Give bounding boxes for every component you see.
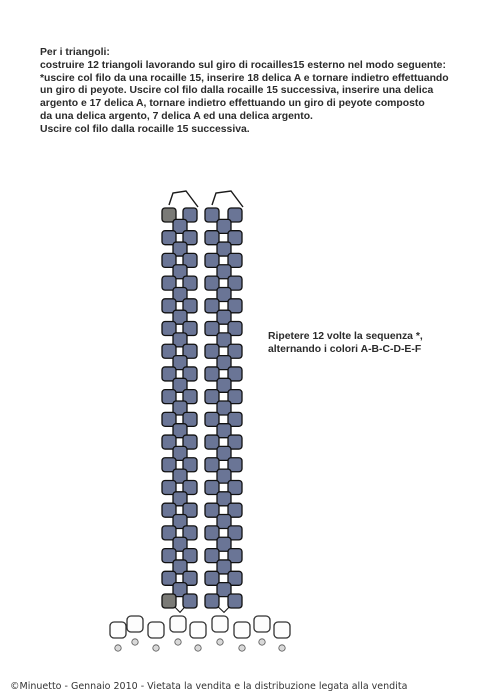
repeat-note-line: alternando i colori A-B-C-D-E-F	[268, 344, 422, 355]
delica-bead	[205, 390, 219, 404]
delica-bead	[205, 412, 219, 426]
delica-bead	[205, 276, 219, 290]
delica-bead	[205, 299, 219, 313]
delica-bead	[205, 435, 219, 449]
delica-bead	[228, 594, 242, 608]
rocaille-bead	[212, 616, 228, 632]
copyright-footer: ©Minuetto - Gennaio 2010 - Vietata la vendita e la distribuzione legata alla vendita	[10, 681, 408, 692]
delica-bead	[205, 571, 219, 585]
rocaille-bead	[234, 622, 250, 638]
instructions-line: *uscire col filo da una rocaille 15, inserire 18 delica A e tornare indietro effettuando	[40, 72, 449, 84]
delica-bead	[205, 322, 219, 336]
instructions-line: da una delica argento, 7 delica A ed una delica argento.	[40, 110, 313, 122]
rocaille-bead	[254, 616, 270, 632]
delica-bead	[205, 344, 219, 358]
repeat-note	[268, 330, 478, 356]
delica-bead	[205, 253, 219, 267]
small-rocaille	[217, 639, 223, 645]
small-rocaille	[259, 639, 265, 645]
delica-bead	[205, 367, 219, 381]
small-rocaille	[195, 645, 201, 651]
small-rocaille	[279, 645, 285, 651]
delica-bead	[205, 594, 219, 608]
repeat-note-line: Ripetere 12 volte la sequenza *,	[268, 331, 423, 342]
rocaille-bead	[274, 622, 290, 638]
small-rocaille	[153, 645, 159, 651]
delica-bead	[205, 231, 219, 245]
instructions-line: un giro di peyote. Uscire col filo dalla rocaille 15 successiva, inserire una delica	[40, 85, 434, 97]
instructions-line: argento e 17 delica A, tornare indietro effettuando un giro di peyote composto	[40, 98, 425, 110]
small-rocaille	[239, 645, 245, 651]
small-rocaille	[175, 639, 181, 645]
delica-bead	[183, 594, 197, 608]
delica-bead	[205, 549, 219, 563]
rocaille-bead	[110, 622, 126, 638]
delica-bead	[205, 526, 219, 540]
instructions-heading: Per i triangoli:	[40, 47, 110, 58]
delica-bead	[162, 594, 176, 608]
delica-bead	[205, 208, 219, 222]
delica-bead	[205, 480, 219, 494]
rocaille-bead	[148, 622, 164, 638]
thread-path	[212, 191, 243, 207]
instructions-line: Uscire col filo dalla rocaille 15 successiva.	[40, 123, 250, 135]
delica-bead	[205, 458, 219, 472]
instructions-line: costruire 12 triangoli lavorando sul giro di rocailles15 esterno nel modo seguente:	[40, 59, 446, 71]
rocaille-bead	[170, 616, 186, 632]
thread-path	[169, 191, 198, 207]
small-rocaille	[115, 645, 121, 651]
delica-bead	[205, 503, 219, 517]
rocaille-bead	[190, 622, 206, 638]
small-rocaille	[132, 639, 138, 645]
rocaille-bead	[127, 616, 143, 632]
